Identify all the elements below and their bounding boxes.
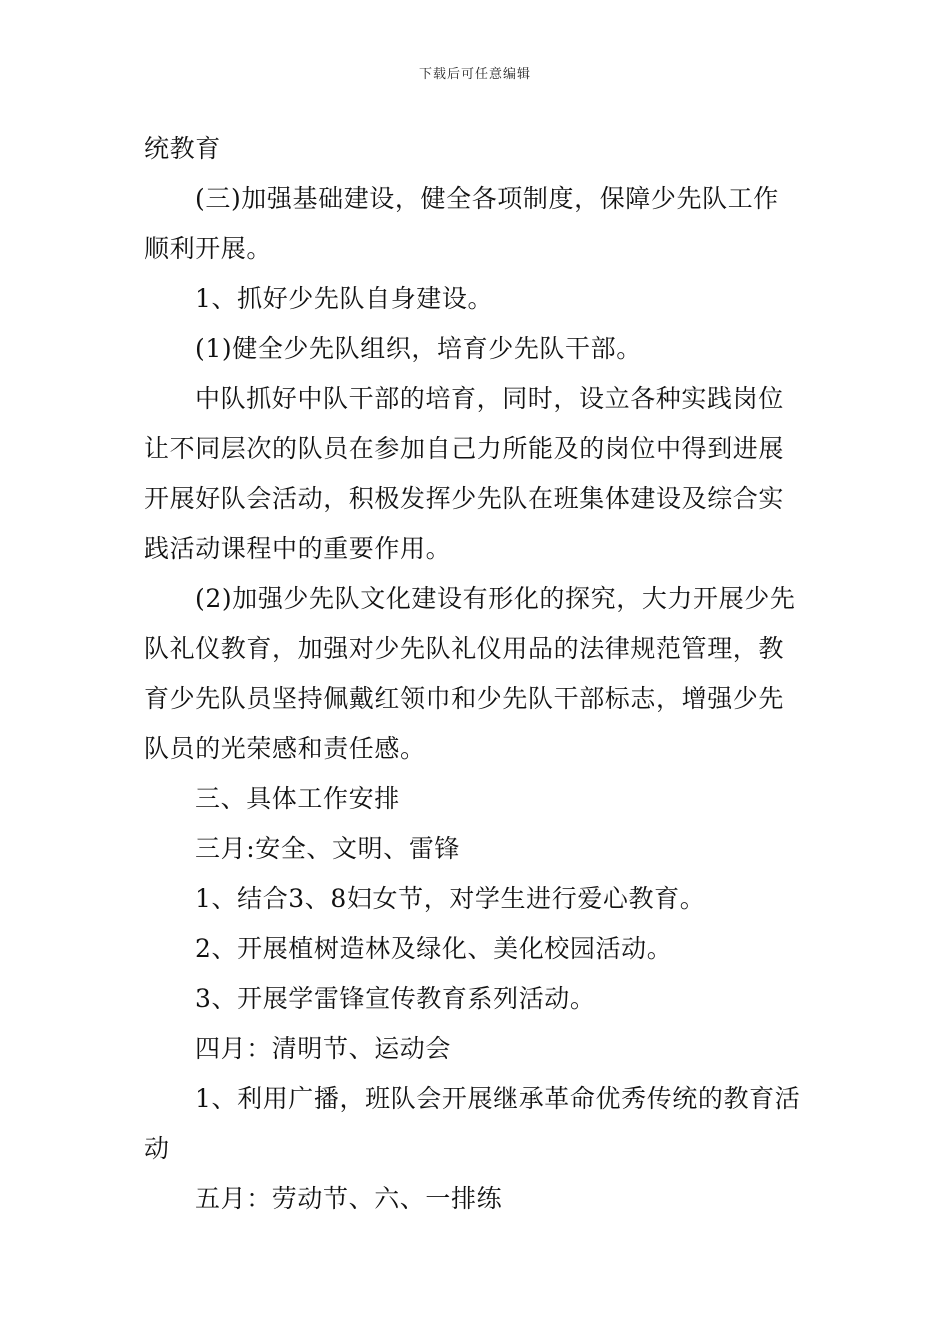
text-line: 队礼仪教育，加强对少先队礼仪用品的法律规范管理，教 — [144, 634, 785, 663]
text-line: 3、开展学雷锋宣传教育系列活动。 — [195, 984, 596, 1013]
text-line: 育少先队员坚持佩戴红领巾和少先队干部标志，增强少先 — [144, 684, 785, 713]
text-line: 1、结合3、8妇女节，对学生进行爱心教育。 — [195, 884, 706, 913]
text-line: 中队抓好中队干部的培育，同时，设立各种实践岗位 — [195, 384, 784, 413]
text-line: 队员的光荣感和责任感。 — [144, 734, 426, 763]
text-line: 1、抓好少先队自身建设。 — [195, 284, 494, 313]
text-line: (三)加强基础建设，健全各项制度，保障少先队工作 — [195, 184, 779, 213]
text-line: 顺利开展。 — [144, 234, 273, 263]
text-line: 动 — [144, 1134, 170, 1163]
text-line: 2、开展植树造林及绿化、美化校园活动。 — [195, 934, 673, 963]
text-line: 统教育 — [144, 134, 221, 163]
text-line: 1、利用广播，班队会开展继承革命优秀传统的教育活 — [195, 1084, 801, 1113]
page-header: 下载后可任意编辑 — [418, 67, 531, 82]
text-line: 三月:安全、文明、雷锋 — [195, 834, 461, 863]
text-line: 五月：劳动节、六、一排练 — [195, 1184, 503, 1213]
text-line: 三、具体工作安排 — [195, 784, 400, 813]
text-line: 让不同层次的队员在参加自己力所能及的岗位中得到进展 — [144, 434, 785, 463]
document-body — [144, 124, 809, 1224]
text-line: (1)健全少先队组织，培育少先队干部。 — [195, 334, 642, 363]
text-line: 开展好队会活动，积极发挥少先队在班集体建设及综合实 — [144, 484, 785, 513]
text-line: (2)加强少先队文化建设有形化的探究，大力开展少先 — [195, 584, 796, 613]
text-line: 践活动课程中的重要作用。 — [144, 534, 452, 563]
text-line: 四月：清明节、运动会 — [195, 1034, 452, 1063]
